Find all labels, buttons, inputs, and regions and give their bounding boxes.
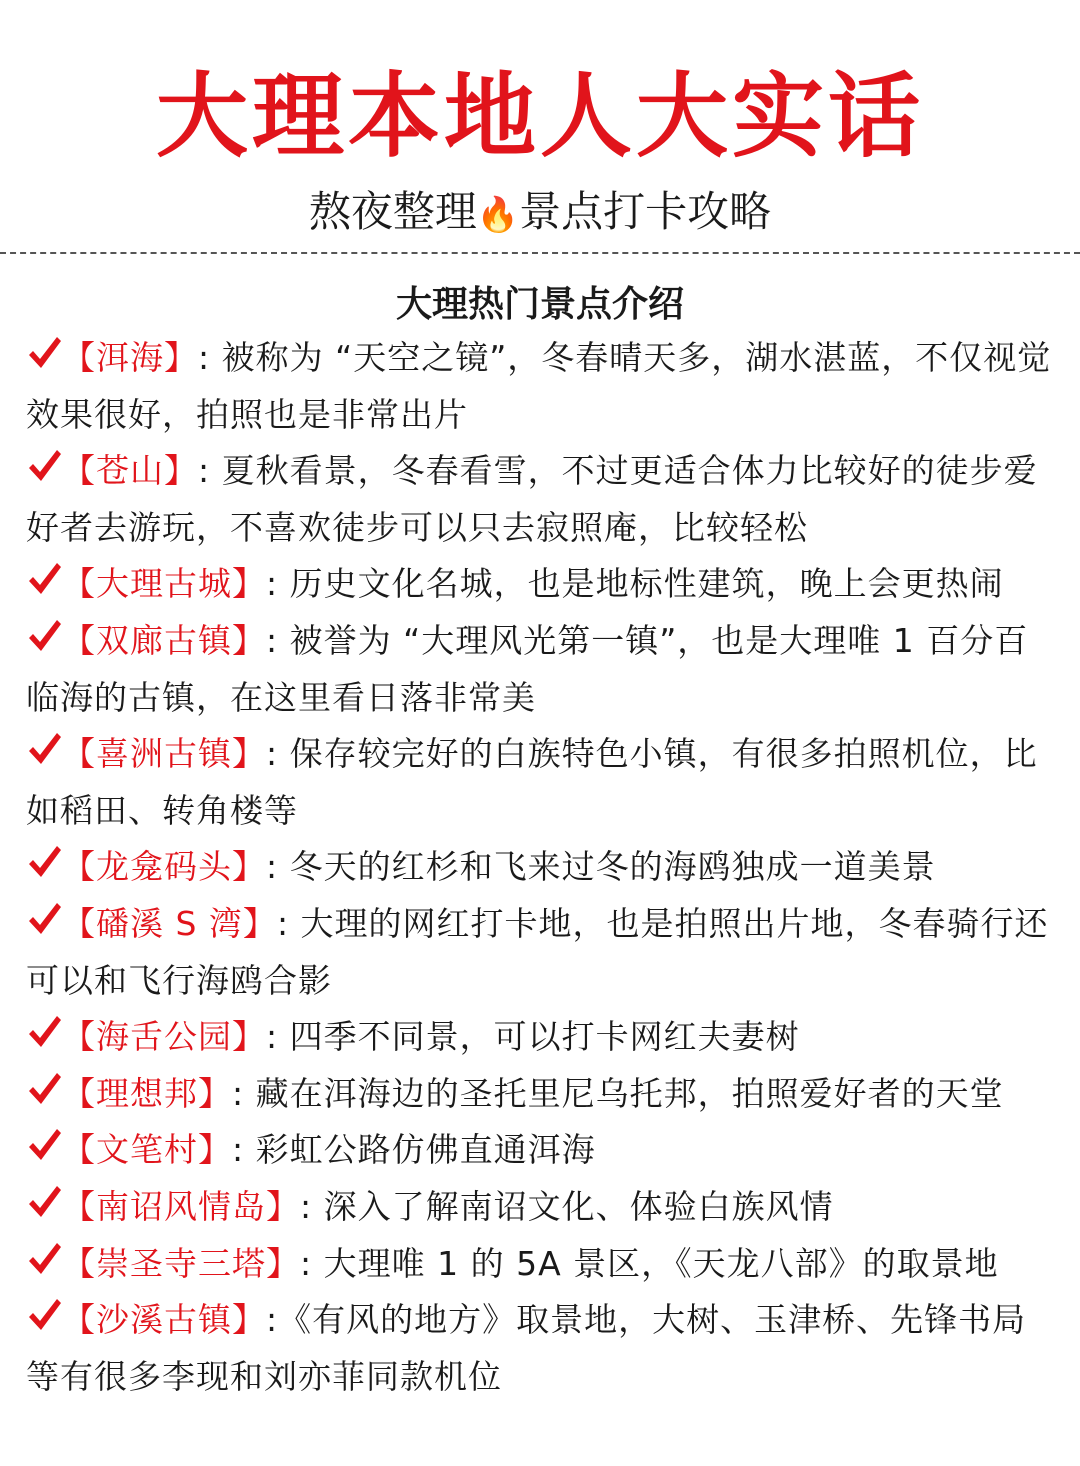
- page-title: 大理本地人大实话: [155, 63, 924, 170]
- check-icon: [26, 559, 62, 599]
- spot-description: : 藏在洱海边的圣托里尼乌托邦，拍照爱好者的天堂: [232, 1073, 1004, 1113]
- check-icon: [26, 842, 62, 882]
- spot-description: : 保存较完好的白族特色小镇，有很多拍照机位，比如稻田、转角楼等: [26, 734, 1038, 830]
- check-icon: [26, 1069, 62, 1109]
- fire-icon: 🔥: [476, 195, 520, 235]
- spot-name: 【理想邦】: [62, 1073, 232, 1113]
- spot-description: : 冬天的红杉和飞来过冬的海鸥独成一道美景: [266, 847, 936, 887]
- check-icon: [26, 1295, 62, 1335]
- check-icon: [26, 446, 62, 486]
- check-icon: [26, 333, 62, 373]
- spot-name: 【文笔村】: [62, 1130, 232, 1170]
- spot-description: : 大理的网红打卡地，也是拍照出片地，冬春骑行还可以和飞行海鸥合影: [26, 903, 1049, 1000]
- check-icon: [26, 1012, 62, 1052]
- spot-item: [26, 443, 1056, 556]
- check-icon: [26, 1239, 62, 1279]
- spot-item: [26, 839, 1056, 896]
- spot-item: [26, 726, 1056, 839]
- check-icon: [26, 1182, 62, 1222]
- spot-name: 【洱海】: [62, 338, 198, 377]
- subtitle-text-before: 熬夜整理: [308, 187, 477, 236]
- spot-name: 【苍山】: [62, 451, 198, 491]
- section-title: 大理热门景点介绍: [395, 284, 684, 325]
- check-icon: [26, 899, 62, 939]
- spot-name: 【南诏风情岛】: [62, 1186, 300, 1226]
- spot-description: : 深入了解南诏文化、体验白族风情: [300, 1186, 834, 1226]
- spot-description: : 被誉为 “大理风光第一镇”，也是大理唯 1 百分百临海的古镇，在这里看日落非常美: [26, 620, 1029, 717]
- spot-description: : 四季不同景，可以打卡网红夫妻树: [266, 1017, 800, 1057]
- spot-item: [26, 613, 1056, 726]
- spot-description: : 夏秋看景，冬春看雪，不过更适合体力比较好的徒步爱好者去游玩，不喜欢徒步可以只去寂照庵，比较轻松: [26, 451, 1038, 547]
- subtitle-text-after: 景点打卡攻略: [519, 187, 772, 236]
- dashed-divider: [0, 252, 1080, 254]
- spot-item: [26, 1179, 1056, 1236]
- spot-name: 【沙溪古镇】: [62, 1300, 266, 1340]
- check-icon: [26, 1125, 62, 1165]
- spot-item: [26, 1009, 1056, 1066]
- spot-item: [26, 1122, 1056, 1179]
- spot-item: [26, 1292, 1056, 1405]
- spot-name: 【双廊古镇】: [62, 620, 266, 660]
- spot-name: 【喜洲古镇】: [62, 734, 266, 774]
- check-icon: [26, 616, 62, 656]
- spot-item: [26, 1066, 1056, 1123]
- spot-description: : 彩虹公路仿佛直通洱海: [232, 1130, 596, 1170]
- subtitle: [0, 182, 1080, 245]
- spot-name: 【磻溪 S 湾】: [62, 903, 277, 943]
- spot-name: 【龙龛码头】: [62, 847, 266, 887]
- spot-name: 【崇圣寺三塔】: [62, 1243, 300, 1283]
- spot-name: 【大理古城】: [62, 564, 266, 604]
- spot-description: :《有风的地方》取景地，大树、玉津桥、先锋书局等有很多李现和刘亦菲同款机位: [26, 1300, 1027, 1396]
- spot-item: [26, 896, 1056, 1009]
- spot-name: 【海舌公园】: [62, 1017, 266, 1057]
- spot-description: : 被称为 “天空之镜”，冬春晴天多，湖水湛蓝，不仅视觉效果很好，拍照也是非常出片: [26, 338, 1052, 434]
- spot-description: : 历史文化名城，也是地标性建筑，晚上会更热闹: [266, 564, 1004, 604]
- spot-item: [26, 556, 1056, 613]
- spot-item: [26, 1236, 1056, 1293]
- spot-item: [26, 330, 1056, 443]
- spot-description: : 大理唯 1 的 5A 景区，《天龙八部》的取景地: [300, 1243, 999, 1283]
- check-icon: [26, 729, 62, 769]
- spot-list: [26, 330, 1056, 1405]
